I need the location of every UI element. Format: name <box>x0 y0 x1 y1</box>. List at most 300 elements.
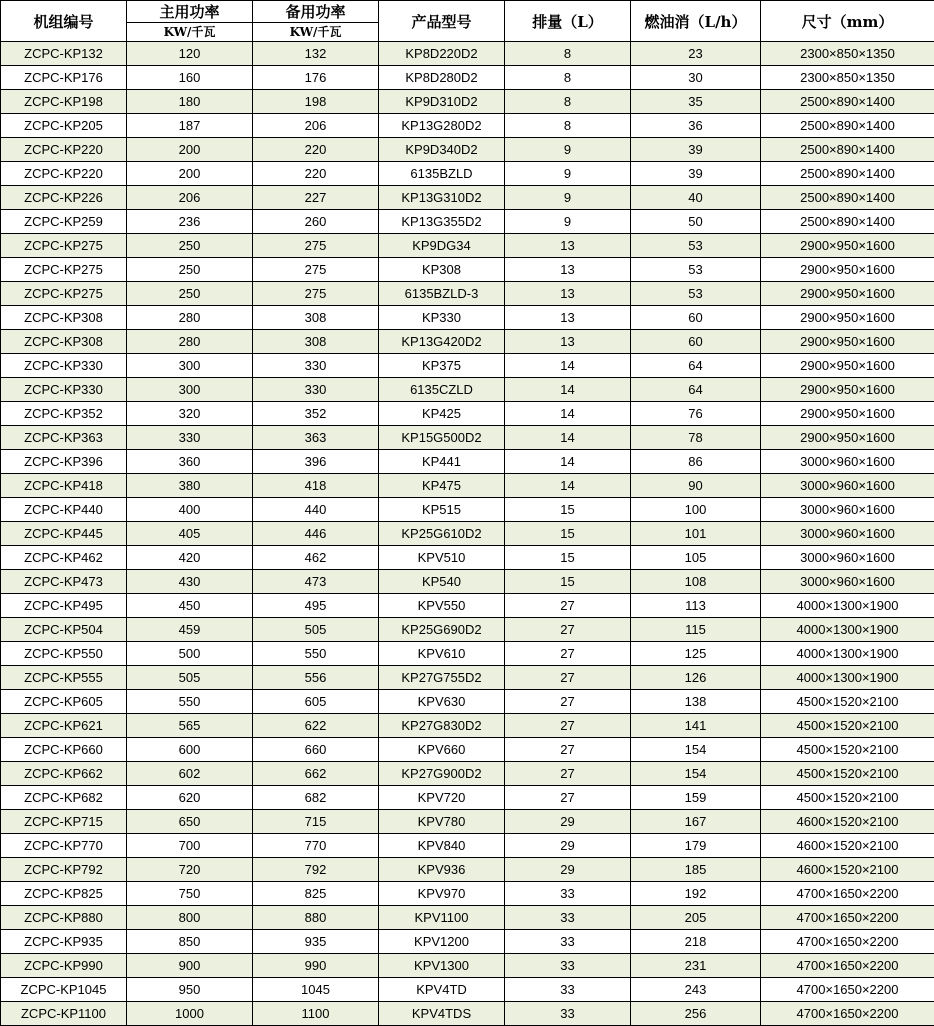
prime-power-cell: 200 <box>127 162 253 186</box>
table-row <box>1 618 934 642</box>
model-cell: KP9D340D2 <box>379 138 505 162</box>
prime-power-cell: 450 <box>127 594 253 618</box>
prime-power-cell: 280 <box>127 306 253 330</box>
dimensions-cell: 2900×950×1600 <box>761 426 934 450</box>
standby-power-cell: 220 <box>253 138 379 162</box>
dimensions-cell: 2900×950×1600 <box>761 258 934 282</box>
model-cell: KP9D310D2 <box>379 90 505 114</box>
unit-id-cell: ZCPC-KP330 <box>1 378 127 402</box>
fuel-consumption-cell: 154 <box>631 738 761 762</box>
standby-power-cell: 396 <box>253 450 379 474</box>
displacement-cell: 14 <box>505 474 631 498</box>
unit-id-cell: ZCPC-KP275 <box>1 258 127 282</box>
model-cell: KP13G355D2 <box>379 210 505 234</box>
dimensions-cell: 2300×850×1350 <box>761 66 934 90</box>
dimensions-cell: 3000×960×1600 <box>761 522 934 546</box>
standby-power-cell: 418 <box>253 474 379 498</box>
prime-power-cell: 420 <box>127 546 253 570</box>
dimensions-cell: 4700×1650×2200 <box>761 930 934 954</box>
displacement-cell: 14 <box>505 378 631 402</box>
unit-id-cell: ZCPC-KP504 <box>1 618 127 642</box>
dimensions-cell: 4700×1650×2200 <box>761 954 934 978</box>
standby-power-cell: 275 <box>253 258 379 282</box>
fuel-consumption-cell: 256 <box>631 1002 761 1026</box>
header-dimensions: 尺寸（mm） <box>761 1 934 42</box>
prime-power-cell: 330 <box>127 426 253 450</box>
dimensions-cell: 2900×950×1600 <box>761 378 934 402</box>
unit-id-cell: ZCPC-KP662 <box>1 762 127 786</box>
fuel-consumption-cell: 243 <box>631 978 761 1002</box>
prime-power-cell: 320 <box>127 402 253 426</box>
dimensions-cell: 4600×1520×2100 <box>761 858 934 882</box>
displacement-cell: 27 <box>505 738 631 762</box>
displacement-cell: 27 <box>505 714 631 738</box>
table-row <box>1 522 934 546</box>
standby-power-cell: 880 <box>253 906 379 930</box>
dimensions-cell: 3000×960×1600 <box>761 498 934 522</box>
standby-power-cell: 462 <box>253 546 379 570</box>
table-row <box>1 138 934 162</box>
unit-id-cell: ZCPC-KP462 <box>1 546 127 570</box>
unit-id-cell: ZCPC-KP605 <box>1 690 127 714</box>
model-cell: KPV510 <box>379 546 505 570</box>
standby-power-cell: 363 <box>253 426 379 450</box>
fuel-consumption-cell: 179 <box>631 834 761 858</box>
dimensions-cell: 4600×1520×2100 <box>761 810 934 834</box>
header-unit-id: 机组编号 <box>1 1 127 42</box>
model-cell: KP8D280D2 <box>379 66 505 90</box>
table-row <box>1 690 934 714</box>
dimensions-cell: 2900×950×1600 <box>761 282 934 306</box>
displacement-cell: 9 <box>505 138 631 162</box>
dimensions-cell: 2500×890×1400 <box>761 210 934 234</box>
displacement-cell: 9 <box>505 162 631 186</box>
fuel-consumption-cell: 60 <box>631 330 761 354</box>
unit-id-cell: ZCPC-KP621 <box>1 714 127 738</box>
prime-power-cell: 400 <box>127 498 253 522</box>
prime-power-cell: 300 <box>127 354 253 378</box>
standby-power-cell: 662 <box>253 762 379 786</box>
displacement-cell: 33 <box>505 906 631 930</box>
standby-power-cell: 770 <box>253 834 379 858</box>
standby-power-cell: 605 <box>253 690 379 714</box>
dimensions-cell: 4000×1300×1900 <box>761 618 934 642</box>
table-body <box>1 42 934 1026</box>
standby-power-cell: 260 <box>253 210 379 234</box>
dimensions-cell: 2900×950×1600 <box>761 306 934 330</box>
standby-power-cell: 825 <box>253 882 379 906</box>
standby-power-cell: 198 <box>253 90 379 114</box>
fuel-consumption-cell: 90 <box>631 474 761 498</box>
model-cell: KP8D220D2 <box>379 42 505 66</box>
displacement-cell: 8 <box>505 42 631 66</box>
fuel-consumption-cell: 86 <box>631 450 761 474</box>
displacement-cell: 14 <box>505 426 631 450</box>
table-row <box>1 762 934 786</box>
model-cell: KPV1300 <box>379 954 505 978</box>
model-cell: KPV780 <box>379 810 505 834</box>
unit-id-cell: ZCPC-KP259 <box>1 210 127 234</box>
dimensions-cell: 4500×1520×2100 <box>761 738 934 762</box>
dimensions-cell: 4000×1300×1900 <box>761 594 934 618</box>
unit-id-cell: ZCPC-KP880 <box>1 906 127 930</box>
table-row <box>1 714 934 738</box>
standby-power-cell: 682 <box>253 786 379 810</box>
fuel-consumption-cell: 36 <box>631 114 761 138</box>
unit-id-cell: ZCPC-KP770 <box>1 834 127 858</box>
unit-id-cell: ZCPC-KP226 <box>1 186 127 210</box>
prime-power-cell: 250 <box>127 258 253 282</box>
standby-power-cell: 792 <box>253 858 379 882</box>
model-cell: KP27G900D2 <box>379 762 505 786</box>
prime-power-cell: 1000 <box>127 1002 253 1026</box>
standby-power-cell: 206 <box>253 114 379 138</box>
model-cell: KPV1200 <box>379 930 505 954</box>
displacement-cell: 9 <box>505 186 631 210</box>
displacement-cell: 14 <box>505 402 631 426</box>
standby-power-cell: 440 <box>253 498 379 522</box>
dimensions-cell: 3000×960×1600 <box>761 450 934 474</box>
model-cell: KPV660 <box>379 738 505 762</box>
unit-id-cell: ZCPC-KP440 <box>1 498 127 522</box>
table-row <box>1 186 934 210</box>
model-cell: KP27G830D2 <box>379 714 505 738</box>
unit-id-cell: ZCPC-KP275 <box>1 234 127 258</box>
prime-power-cell: 620 <box>127 786 253 810</box>
displacement-cell: 8 <box>505 90 631 114</box>
table-row <box>1 666 934 690</box>
table-row <box>1 786 934 810</box>
fuel-consumption-cell: 205 <box>631 906 761 930</box>
model-cell: KPV550 <box>379 594 505 618</box>
dimensions-cell: 2900×950×1600 <box>761 330 934 354</box>
displacement-cell: 14 <box>505 354 631 378</box>
table-row <box>1 306 934 330</box>
model-cell: 6135BZLD-3 <box>379 282 505 306</box>
standby-power-cell: 275 <box>253 234 379 258</box>
standby-power-cell: 446 <box>253 522 379 546</box>
model-cell: KP25G610D2 <box>379 522 505 546</box>
displacement-cell: 29 <box>505 834 631 858</box>
dimensions-cell: 2500×890×1400 <box>761 186 934 210</box>
dimensions-cell: 3000×960×1600 <box>761 474 934 498</box>
header-standby-power-unit: KW/千瓦 <box>253 23 379 42</box>
fuel-consumption-cell: 100 <box>631 498 761 522</box>
prime-power-cell: 850 <box>127 930 253 954</box>
displacement-cell: 27 <box>505 594 631 618</box>
unit-id-cell: ZCPC-KP682 <box>1 786 127 810</box>
prime-power-cell: 459 <box>127 618 253 642</box>
model-cell: KP308 <box>379 258 505 282</box>
dimensions-cell: 4000×1300×1900 <box>761 642 934 666</box>
standby-power-cell: 275 <box>253 282 379 306</box>
displacement-cell: 33 <box>505 954 631 978</box>
displacement-cell: 9 <box>505 210 631 234</box>
prime-power-cell: 500 <box>127 642 253 666</box>
standby-power-cell: 935 <box>253 930 379 954</box>
displacement-cell: 27 <box>505 666 631 690</box>
displacement-cell: 14 <box>505 450 631 474</box>
model-cell: KP375 <box>379 354 505 378</box>
model-cell: KPV720 <box>379 786 505 810</box>
fuel-consumption-cell: 76 <box>631 402 761 426</box>
unit-id-cell: ZCPC-KP715 <box>1 810 127 834</box>
unit-id-cell: ZCPC-KP935 <box>1 930 127 954</box>
standby-power-cell: 495 <box>253 594 379 618</box>
unit-id-cell: ZCPC-KP308 <box>1 330 127 354</box>
fuel-consumption-cell: 113 <box>631 594 761 618</box>
table-row <box>1 930 934 954</box>
model-cell: 6135CZLD <box>379 378 505 402</box>
dimensions-cell: 4500×1520×2100 <box>761 786 934 810</box>
unit-id-cell: ZCPC-KP550 <box>1 642 127 666</box>
dimensions-cell: 4500×1520×2100 <box>761 690 934 714</box>
fuel-consumption-cell: 64 <box>631 378 761 402</box>
prime-power-cell: 380 <box>127 474 253 498</box>
table-row <box>1 498 934 522</box>
table-row <box>1 906 934 930</box>
prime-power-cell: 750 <box>127 882 253 906</box>
displacement-cell: 8 <box>505 66 631 90</box>
unit-id-cell: ZCPC-KP330 <box>1 354 127 378</box>
standby-power-cell: 308 <box>253 330 379 354</box>
table-row <box>1 234 934 258</box>
standby-power-cell: 1100 <box>253 1002 379 1026</box>
fuel-consumption-cell: 30 <box>631 66 761 90</box>
unit-id-cell: ZCPC-KP198 <box>1 90 127 114</box>
unit-id-cell: ZCPC-KP205 <box>1 114 127 138</box>
prime-power-cell: 250 <box>127 234 253 258</box>
fuel-consumption-cell: 192 <box>631 882 761 906</box>
displacement-cell: 33 <box>505 978 631 1002</box>
standby-power-cell: 715 <box>253 810 379 834</box>
dimensions-cell: 3000×960×1600 <box>761 570 934 594</box>
model-cell: 6135BZLD <box>379 162 505 186</box>
dimensions-cell: 2900×950×1600 <box>761 234 934 258</box>
standby-power-cell: 352 <box>253 402 379 426</box>
displacement-cell: 27 <box>505 642 631 666</box>
table-row <box>1 474 934 498</box>
table-row <box>1 594 934 618</box>
dimensions-cell: 4500×1520×2100 <box>761 762 934 786</box>
unit-id-cell: ZCPC-KP176 <box>1 66 127 90</box>
fuel-consumption-cell: 115 <box>631 618 761 642</box>
displacement-cell: 27 <box>505 786 631 810</box>
fuel-consumption-cell: 231 <box>631 954 761 978</box>
fuel-consumption-cell: 105 <box>631 546 761 570</box>
table-row <box>1 450 934 474</box>
standby-power-cell: 990 <box>253 954 379 978</box>
table-row <box>1 282 934 306</box>
fuel-consumption-cell: 159 <box>631 786 761 810</box>
unit-id-cell: ZCPC-KP473 <box>1 570 127 594</box>
dimensions-cell: 4500×1520×2100 <box>761 714 934 738</box>
displacement-cell: 13 <box>505 282 631 306</box>
prime-power-cell: 650 <box>127 810 253 834</box>
standby-power-cell: 1045 <box>253 978 379 1002</box>
prime-power-cell: 505 <box>127 666 253 690</box>
dimensions-cell: 2500×890×1400 <box>761 90 934 114</box>
prime-power-cell: 950 <box>127 978 253 1002</box>
prime-power-cell: 430 <box>127 570 253 594</box>
standby-power-cell: 505 <box>253 618 379 642</box>
unit-id-cell: ZCPC-KP445 <box>1 522 127 546</box>
model-cell: KP13G310D2 <box>379 186 505 210</box>
unit-id-cell: ZCPC-KP495 <box>1 594 127 618</box>
displacement-cell: 27 <box>505 690 631 714</box>
model-cell: KP330 <box>379 306 505 330</box>
table-row <box>1 834 934 858</box>
model-cell: KPV630 <box>379 690 505 714</box>
header-displacement: 排量（L） <box>505 1 631 42</box>
dimensions-cell: 2500×890×1400 <box>761 162 934 186</box>
standby-power-cell: 622 <box>253 714 379 738</box>
displacement-cell: 27 <box>505 762 631 786</box>
prime-power-cell: 700 <box>127 834 253 858</box>
fuel-consumption-cell: 125 <box>631 642 761 666</box>
model-cell: KPV840 <box>379 834 505 858</box>
unit-id-cell: ZCPC-KP990 <box>1 954 127 978</box>
fuel-consumption-cell: 141 <box>631 714 761 738</box>
fuel-consumption-cell: 53 <box>631 258 761 282</box>
header-prime-power: 主用功率 <box>127 1 253 23</box>
displacement-cell: 33 <box>505 882 631 906</box>
displacement-cell: 13 <box>505 330 631 354</box>
prime-power-cell: 602 <box>127 762 253 786</box>
standby-power-cell: 132 <box>253 42 379 66</box>
unit-id-cell: ZCPC-KP825 <box>1 882 127 906</box>
dimensions-cell: 4000×1300×1900 <box>761 666 934 690</box>
fuel-consumption-cell: 126 <box>631 666 761 690</box>
model-cell: KP13G280D2 <box>379 114 505 138</box>
fuel-consumption-cell: 50 <box>631 210 761 234</box>
prime-power-cell: 360 <box>127 450 253 474</box>
unit-id-cell: ZCPC-KP1100 <box>1 1002 127 1026</box>
displacement-cell: 15 <box>505 522 631 546</box>
prime-power-cell: 900 <box>127 954 253 978</box>
model-cell: KPV970 <box>379 882 505 906</box>
header-prime-power-unit: KW/千瓦 <box>127 23 253 42</box>
table-row <box>1 66 934 90</box>
prime-power-cell: 236 <box>127 210 253 234</box>
fuel-consumption-cell: 39 <box>631 162 761 186</box>
table-row <box>1 258 934 282</box>
fuel-consumption-cell: 185 <box>631 858 761 882</box>
prime-power-cell: 405 <box>127 522 253 546</box>
unit-id-cell: ZCPC-KP220 <box>1 138 127 162</box>
fuel-consumption-cell: 167 <box>631 810 761 834</box>
dimensions-cell: 2900×950×1600 <box>761 354 934 378</box>
displacement-cell: 33 <box>505 1002 631 1026</box>
model-cell: KP441 <box>379 450 505 474</box>
unit-id-cell: ZCPC-KP132 <box>1 42 127 66</box>
unit-id-cell: ZCPC-KP220 <box>1 162 127 186</box>
table-row <box>1 210 934 234</box>
standby-power-cell: 556 <box>253 666 379 690</box>
model-cell: KP15G500D2 <box>379 426 505 450</box>
unit-id-cell: ZCPC-KP352 <box>1 402 127 426</box>
standby-power-cell: 330 <box>253 378 379 402</box>
dimensions-cell: 2500×890×1400 <box>761 138 934 162</box>
table-row <box>1 114 934 138</box>
model-cell: KPV610 <box>379 642 505 666</box>
fuel-consumption-cell: 40 <box>631 186 761 210</box>
dimensions-cell: 2900×950×1600 <box>761 402 934 426</box>
table-row <box>1 1002 934 1026</box>
prime-power-cell: 280 <box>127 330 253 354</box>
dimensions-cell: 4700×1650×2200 <box>761 978 934 1002</box>
displacement-cell: 15 <box>505 546 631 570</box>
prime-power-cell: 565 <box>127 714 253 738</box>
dimensions-cell: 4700×1650×2200 <box>761 1002 934 1026</box>
prime-power-cell: 206 <box>127 186 253 210</box>
fuel-consumption-cell: 23 <box>631 42 761 66</box>
model-cell: KPV936 <box>379 858 505 882</box>
table-row <box>1 546 934 570</box>
table-header <box>1 1 934 42</box>
displacement-cell: 15 <box>505 570 631 594</box>
prime-power-cell: 200 <box>127 138 253 162</box>
standby-power-cell: 550 <box>253 642 379 666</box>
displacement-cell: 8 <box>505 114 631 138</box>
fuel-consumption-cell: 35 <box>631 90 761 114</box>
fuel-consumption-cell: 154 <box>631 762 761 786</box>
table-row <box>1 402 934 426</box>
prime-power-cell: 300 <box>127 378 253 402</box>
model-cell: KPV4TD <box>379 978 505 1002</box>
table-row <box>1 570 934 594</box>
unit-id-cell: ZCPC-KP396 <box>1 450 127 474</box>
table-row <box>1 162 934 186</box>
header-standby-power: 备用功率 <box>253 1 379 23</box>
unit-id-cell: ZCPC-KP275 <box>1 282 127 306</box>
dimensions-cell: 2300×850×1350 <box>761 42 934 66</box>
prime-power-cell: 250 <box>127 282 253 306</box>
model-cell: KP425 <box>379 402 505 426</box>
fuel-consumption-cell: 218 <box>631 930 761 954</box>
unit-id-cell: ZCPC-KP660 <box>1 738 127 762</box>
standby-power-cell: 473 <box>253 570 379 594</box>
displacement-cell: 15 <box>505 498 631 522</box>
model-cell: KPV4TDS <box>379 1002 505 1026</box>
unit-id-cell: ZCPC-KP418 <box>1 474 127 498</box>
prime-power-cell: 550 <box>127 690 253 714</box>
dimensions-cell: 3000×960×1600 <box>761 546 934 570</box>
table-row <box>1 954 934 978</box>
fuel-consumption-cell: 101 <box>631 522 761 546</box>
header-fuel-consumption: 燃油消（L/h） <box>631 1 761 42</box>
model-cell: KP13G420D2 <box>379 330 505 354</box>
prime-power-cell: 720 <box>127 858 253 882</box>
standby-power-cell: 176 <box>253 66 379 90</box>
table-row <box>1 810 934 834</box>
table-row <box>1 738 934 762</box>
prime-power-cell: 800 <box>127 906 253 930</box>
model-cell: KP9DG34 <box>379 234 505 258</box>
fuel-consumption-cell: 60 <box>631 306 761 330</box>
displacement-cell: 13 <box>505 306 631 330</box>
displacement-cell: 33 <box>505 930 631 954</box>
dimensions-cell: 2500×890×1400 <box>761 114 934 138</box>
prime-power-cell: 120 <box>127 42 253 66</box>
table-row <box>1 858 934 882</box>
table-row <box>1 90 934 114</box>
displacement-cell: 13 <box>505 234 631 258</box>
standby-power-cell: 227 <box>253 186 379 210</box>
fuel-consumption-cell: 108 <box>631 570 761 594</box>
table-row <box>1 882 934 906</box>
displacement-cell: 29 <box>505 858 631 882</box>
